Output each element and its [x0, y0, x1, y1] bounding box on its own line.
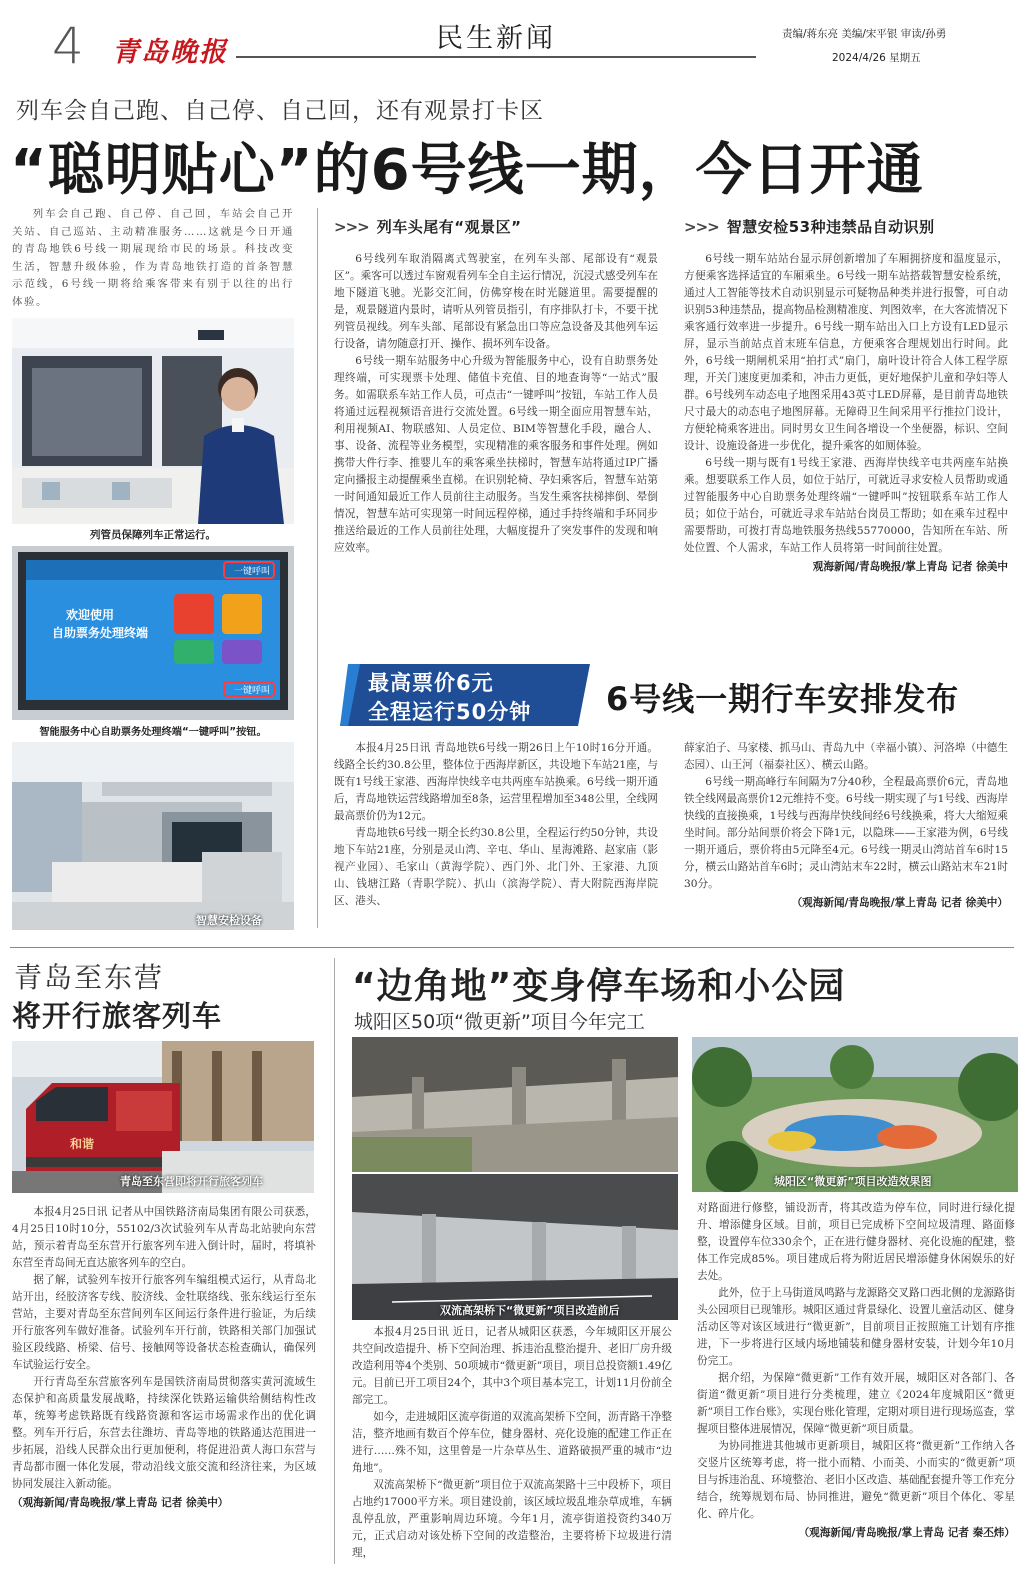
parking-col1 [352, 1324, 672, 1562]
right-subhead [684, 216, 1008, 237]
loco-text: 和谐 [70, 1137, 95, 1151]
center-subhead [334, 216, 658, 237]
screen-call-button-top: 一键呼叫 [234, 567, 271, 577]
masthead [0, 0, 1024, 88]
schedule-byline: （观海新闻/青岛晚报/掌上青岛 记者 徐美中） [791, 897, 1008, 909]
fare-badge-line1: 最高票价6元 [368, 671, 494, 695]
caption-service-terminal: 智能服务中心自助票务处理终端“一键呼叫”按钮。 [39, 727, 267, 738]
right-column [684, 216, 1008, 574]
schedule-paragraph: 6号线一期高峰行车间隔为7分40秒，全程最高票价6元，青岛地铁全线网最高票价12元维持不变。6号线一期实现了与1号线、西海岸快线的直接换乘，1号线与西海岸快线间经6号线换乘，将大大缩短乘坐时间。部分站间票价将会下降1元，以隐珠——王家港为例，6号线一期开通后，票价将由5元降至4元。6号线一期灵山湾站首车6时15分，横云山路站首车6时；灵山湾站末车22时，横云山路站末车21时30分。 [684, 776, 1008, 890]
parking-paragraph: 如今，走进城阳区流亭街道的双流高架桥下空间，沥青路干净整洁，整齐地画有数百个停车位，健身器材、亮化设施的配建工作正在进行……殊不知，这里曾是一片杂草丛生、道路破损严重的城市“边角地”。 [352, 1411, 672, 1474]
parking-paragraph: 本报4月25日讯 近日，记者从城阳区获悉，今年城阳区开展公共空间改造提升、桥下空间治理、拆违治乱整治提升、老旧厂房升级改造利用等4个类别、50项城市“微更新”项目，项目总投资额1.49亿元。目前已开工项目24个，其中3个项目基本完工，计划11月份前全部完工。 [352, 1326, 672, 1406]
train-paragraph: 据了解，试验列车按开行旅客列车编组模式运行，从青岛北站开出，经胶济客专线、胶济线、金牡联络线、张东线运行至东营站，主要对青岛至东营间列车区间运行条件进行验证，为后续开行旅客列车做好准备。试验列车开行前，铁路相关部门加强试验区段线路、桥梁、信号、接触网等设备状态检查确认，确保列车试验运行安全。 [12, 1274, 316, 1371]
fare-badge-line2: 全程运行50分钟 [368, 700, 532, 724]
parking-paragraph: 双流高架桥下“微更新”项目位于双流高架路十三中段桥下，项目占地约17000平方米。项目建设前，该区域垃圾乱堆杂草成堆，车辆乱停乱放，严重影响周边环境。今年1月，流亭街道投资约340万元，正式启动对该处桥下空间的改造整治，主要将桥下垃圾进行清理， [352, 1479, 672, 1559]
parking-paragraph: 此外，位于上马街道凤鸣路与龙源路交叉路口西北侧的龙源路街头公园项目已现雏形。城阳区通过背景绿化、设置儿童活动区、健身活动区等对该区域进行“微更新”，目前项目正按照施工计划有序推进，下一步将进行区域内场地铺装和健身器材安装，计划今年10月份完工。 [697, 1287, 1015, 1367]
section-rule [236, 56, 756, 58]
parking-paragraph: 据介绍，为保障“微更新”工作有效开展，城阳区对各部门、各街道“微更新”项目进行分类梳理，建立《2024年度城阳区“微更新”项目工作台账》，实现台账化管理，定期对项目进行现场巡查，掌握项目整体进展情况，保障“微更新”项目质量。 [697, 1372, 1015, 1435]
train-headline-line1: 青岛至东营 [14, 961, 165, 994]
column-divider-lower [334, 958, 335, 1564]
train-paragraph: 开行青岛至东营旅客列车是国铁济南局贯彻落实黄河流域生态保护和高质量发展战略，持续深化铁路运输供给侧结构性改革，统筹考虑铁路既有线路资源和客运市场需求作出的优化调整。列车开行后，东营去往潍坊、青岛等地的铁路通达范围进一步拓展，沿线人民群众出行更加便利，将促进沿黄人海口东营与青岛都市圈一体化发展，带动沿线文旅交流和经济往来，为区域协同发展注入新动能。 [12, 1376, 316, 1490]
main-headline: “聪明贴心”的6号线一期，今日开通 [10, 138, 924, 203]
train-byline: （观海新闻/青岛晚报/掌上青岛 记者 徐美中） [12, 1497, 229, 1509]
photo-security-check-image [12, 742, 294, 930]
right-paragraph: 6号线一期与既有1号线王家港、西海岸快线辛屯共两座车站换乘。想要联系工作人员，如位于站厅，可就近寻求安检人员帮助或通过智能服务中心自助票务处理终端“一键呼叫”按钮联系车站工作人员；如位于站台，可就近寻求车站站台岗员工帮助；如在乘车过程中需要帮助，可拨打青岛地铁服务热线55770000，告知所在车站、所处位置、个人需求，车站工作人员将第一时间前往处置。 [684, 457, 1008, 554]
photo-bridge-before [352, 1037, 678, 1172]
photo-bridge-after-image [352, 1174, 678, 1320]
lead-paragraph [12, 206, 294, 311]
photo-park-render-image [692, 1037, 1018, 1192]
lead-text: 列车会自己跑、自己停、自己回，车站会自己开关站、自己巡站、主动精准服务……这就是今日开通的青岛地铁6号线一期展现给市民的场景。科技改变生活，智慧升级体验，作为青岛地铁打造的首条智慧示范线，6号线一期将给乘客带来有别于以往的出行体验。 [12, 208, 294, 308]
schedule-paragraph: 本报4月25日讯 青岛地铁6号线一期26日上午10时16分开通。线路全长约30.8公里，整体位于西海岸新区，共设地下车站21座，与既有1号线王家港、西海岸快线辛屯共两座车站换乘。6号线一期开通后，青岛地铁运营线路增加至8条，运营里程增加至348公里，全线网最高票价仍为12元。 [334, 742, 658, 822]
parking-col2 [697, 1200, 1015, 1540]
train-paragraph: 本报4月25日讯 记者从中国铁路济南局集团有限公司获悉，4月25日10时10分，55102/3次试验列车从青岛北站驶向东营站，预示着青岛至东营开行旅客列车进入倒计时，届时，将填补东营至青岛间无直达旅客列车的空白。 [12, 1206, 316, 1269]
schedule-headline: 6号线一期行车安排发布 [606, 680, 960, 718]
train-body [12, 1204, 316, 1510]
schedule-col2 [684, 740, 1008, 910]
arrow-icon: >>> [334, 218, 369, 236]
photo-security-check [12, 742, 294, 930]
screen-welcome-1: 欢迎使用 [66, 608, 115, 622]
schedule-paragraph: 薛家泊子、马家楼、抓马山、青岛九中（幸福小镇）、河洛埠（中德生态园）、山王河（福泰社区）、横云山路。 [684, 742, 1008, 771]
caption-bridge: 双流高架桥下“微更新”项目改造前后 [440, 1304, 620, 1317]
section-divider [10, 947, 1014, 948]
page-number: 4 [52, 17, 84, 75]
caption-park-render: 城阳区“微更新”项目改造效果图 [774, 1175, 932, 1188]
parking-headline: “边角地”变身停车场和小公园 [352, 966, 846, 1007]
screen-welcome-2: 自助票务处理终端 [52, 626, 149, 640]
right-byline: 观海新闻/青岛晚报/掌上青岛 记者 徐美中 [812, 561, 1008, 573]
parking-byline: （观海新闻/青岛晚报/掌上青岛 记者 秦丕炜） [798, 1527, 1015, 1539]
editors-line: 责编/蒋东亮 美编/宋平银 审读/孙勇 [782, 28, 947, 40]
fare-badge [340, 664, 590, 726]
parking-subhead: 城阳区50项“微更新”项目今年完工 [354, 1011, 645, 1033]
paper-logo: 青岛晚报 [112, 37, 228, 68]
column-divider-left [317, 208, 318, 928]
screen-call-button-bottom: 一键呼叫 [234, 686, 271, 696]
photo-train [12, 1041, 314, 1193]
train-headline-line2: 将开行旅客列车 [12, 999, 223, 1033]
caption-train: 青岛至东营即将开行旅客列车 [120, 1175, 263, 1188]
center-subhead-text: 列车头尾有“观景区” [376, 218, 522, 236]
center-paragraph: 6号线列车取消隔离式驾驶室，在列车头部、尾部设有“观景区”。乘客可以透过车窗观看列车全自主运行情况，沉浸式感受列车在地下隧道飞驰。光影交汇间，仿佛穿梭在时光隧道里。需要提醒的是，观景隧道内景时，请听从列管员指引，有序排队打卡，不要干扰列管员视线。列车头部、尾部设有紧急出口等应急设备及其他列车运行设备，请勿随意打开、操作、损坏列车设备。 [334, 253, 658, 350]
right-subhead-text: 智慧安检53种违禁品自动识别 [726, 218, 935, 236]
caption-security-check: 智慧安检设备 [196, 914, 262, 927]
date-line: 2024/4/26 星期五 [832, 52, 921, 64]
photo-train-image [12, 1041, 314, 1193]
schedule-paragraph: 青岛地铁6号线一期全长约30.8公里，全程运行约50分钟，共设地下车站21座，分别是灵山湾、辛屯、华山、星海滩路、赵家庙（影视产业园）、毛家山（黄海学院）、西门外、北门外、王家港、九顶山、钱塘江路（青职学院）、扒山（滨海学院）、青大附院西海岸院区、港头、 [334, 827, 658, 907]
photo-service-terminal [12, 546, 294, 720]
center-paragraph: 6号线一期车站服务中心升级为智能服务中心，设有自助票务处理终端，可实现票卡处理、储值卡充值、目的地查询等“一站式”服务。如需联系车站工作人员，可点击“一键呼叫”按钮，车站工作人员将通过远程视频语音进行交流处置。6号线一期全面应用智慧车站，利用视频AI、物联感知、人员定位、BIM等智慧化手段，融合人、事、设备、流程等业务模型，实现精准的乘客服务和事件处理。例如携带大件行李、推婴儿车的乘客乘坐扶梯时，智慧车站将通过IP广播定向播报主动提醒乘坐直梯。在识别轮椅、孕妇乘客后，智慧车站第一时间通知最近工作人员前往主动服务。当发生乘客扶梯摔倒、晕倒情况，智慧车站可实现第一时间远程停梯，通过手持终端和手环同步推送给最近的工作人员前往处理，大幅度提升了突发事件的发现和响应效率。 [334, 355, 658, 554]
photo-park-render [692, 1037, 1018, 1192]
caption-train-operator: 列管员保障列车正常运行。 [90, 529, 216, 541]
section-title: 民生新闻 [436, 23, 556, 54]
photo-train-operator-image [12, 318, 294, 524]
main-kicker: 列车会自己跑、自己停、自己回，还有观景打卡区 [16, 98, 544, 124]
parking-paragraph: 对路面进行修整，铺设沥青，将其改造为停车位，同时进行绿化提升、增添健身区域。目前，项目已完成桥下空间垃圾清理、路面修整，设置停车位330余个，正在进行健身器材、亮化设施的配建，整体工作完成85%。项目建成后将为附近居民增添健身休闲娱乐的好去处。 [697, 1202, 1015, 1282]
photo-train-operator [12, 318, 294, 524]
arrow-icon: >>> [684, 218, 719, 236]
schedule-col1 [334, 740, 658, 910]
center-column [334, 216, 658, 557]
parking-paragraph: 为协同推进其他城市更新项目，城阳区将“微更新”工作纳入各交竖片区统筹考虑，将一批小而精、小而美、小而实的“微更新”项目与拆违治乱、环境整治、老旧小区改造、基础配套提升等工作充分结合，统筹规划布局、协同推进，避免“微更新”项目个体化、零星化、碎片化。 [697, 1440, 1015, 1520]
right-paragraph: 6号线一期车站站台显示屏创新增加了车厢拥挤度和温度显示，方便乘客选择适宜的车厢乘坐。6号线一期车站搭载智慧安检系统，通过人工智能等技术自动识别显示可疑物品种类并进行报警，可自动识别53种违禁品，提高物品检测精准度、判图效率，在大客流情况下乘客通行效率进一步提升。6号线一期车站出入口上方设有LED显示屏，显示当前站点首末班车信息，方便乘客合理规划出行时间。此外，6号线一期闸机采用“拍打式”扇门，扇叶设计符合人体工程学原理，开关门速度更加柔和，冲击力更低，更好地保护儿童和孕妇等人群。6号线列车动态电子地图采用43英寸LED屏幕，是目前青岛地铁尺寸最大的动态电子地图屏幕。无障碍卫生间采用平行推拉门设计，方便轮椅乘客进出。同时男女卫生间各增设一个坐便器，标识、空间设计、设施设备进一步优化，提升乘客的如厕体验。 [684, 253, 1008, 452]
photo-bridge-before-image [352, 1037, 678, 1172]
photo-bridge-after [352, 1174, 678, 1320]
